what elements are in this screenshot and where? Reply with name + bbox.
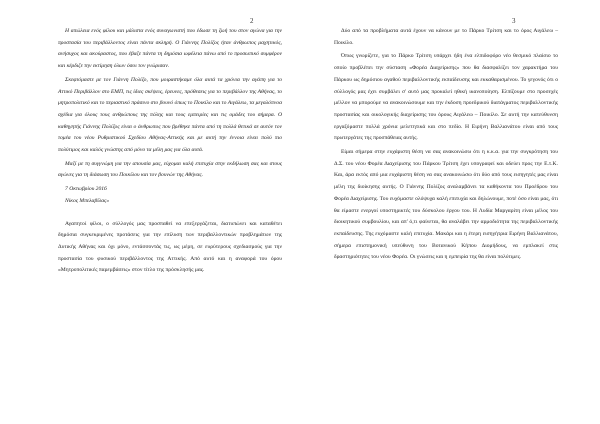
- signature-date: 7 Οκτωβρίου 2016: [65, 186, 107, 193]
- right-paragraph-2: Όπως γνωρίζετε, για το Πάρκο Τρίτση υπάρχει ήδη ένα ελπιδοφόρο νέο θεσμικό πλαίσιο το οποίο προβλέπει την σύσταση «Φορέα Διαχείρισης» που θα διασφαλίζει τον χαρακτήρα του Πάρκου ως δημόσιου αγαθού περιβαλλοντικής εκπαίδευσης και εκκαθαρισμένου. Το γεγονός ότι ο σύλλογός μας έχει συμβάλει σ' αυτό μας προκαλεί ηθική ικανοποίηση. Ελπίζουμε στο προσεχές μέλλον να μπορούμε να ανακοινώσουμε και την έκδοση προεδρικού διατάγματος περιβαλλοντικής προστασίας και οικολογικής διαχείρισης του όρους Αιγάλεω – Ποικίλο. Σε αυτή την κατεύθυνση εργαζόμαστε πολλά χρόνια μελετητικά και στο πεδίο. Η Ειρήνη Βαλλιανάτου είναι από τους πρωτεργάτες της προσπάθειας αυτής.: [334, 53, 558, 142]
- right-page: [300, 0, 600, 424]
- signature-name: Νίκος Μπελαβίλας»: [65, 197, 110, 204]
- quoted-paragraph-3: Μαζί με τη συγγνώμη για την απουσία μας, εύχομαι καλή επιτυχία στην εκδήλωση σας και στους αγώνες για τη διάσωση του Ποικίλου και τον βουνών της Αθήνας.: [58, 160, 282, 179]
- body-paragraph: Αγαπητοί φίλοι, ο σύλλογός μας προσπαθεί να επεξεργάζεται, διατυπώνει και καταθέτει δημόσια συγκεκριμένες προτάσεις για την επίλυση των περιβαλλοντικών προβλημάτων της Δυτικής Αθήνας και όχι μόνο, εντάσσοντάς τις, ως μέρη, σε ευρύτερους σχεδιασμούς για την προστασία του φυσικού περιβάλλοντος της Αττικής. Από αυτό και η αναφορά του όρου «Μητροπολιτικές παρεμβάσεις» στον τίτλο της πρόσκλησής μας.: [58, 220, 282, 274]
- page-number-right: 3: [512, 17, 516, 25]
- right-paragraph-1: Δύο από τα προβλήματα αυτά έχουν να κάνουν με το Πάρκο Τρίτση και το όρος Αιγάλεω – Ποικίλο.: [334, 28, 558, 46]
- quoted-paragraph-2: Σκεφτόμαστε με τον Γιάννη Πολίζο, που μοιραστήκαμε όλα αυτά τα χρόνια την αγάπη για το Αττικό Περιβάλλον στο ΕΜΠ, τις ίδιες σκέψεις, έρευνες, πρόθεσεις για το περιβάλλον της Αθήνας, το μητροπολιτικό και το περιαστικό πράσινο στο βουνό όπως το Ποικίλο και το Αιγάλεω, τα μεγαλόπνοα σχέδια για όλους τους ανθρώπους της πόλης και τους εμπειρίες και τις ομάδες του σήμερα. Ο καθηγητής Γιάννης Πολίζος είναι ο άνθρωπος που βρέθηκε πάντα από τη πολλά θετικά σε αυτόν τον τομέα του νέου Ρυθμιστικού Σχεδίου Αθήνας-Αττικής και με αυτή την έννοια είναι πολύ πιο πολύτιμος και καλός γνώστης από μόνο τα μέλη μας για όλα αυτά.: [58, 76, 282, 154]
- page-number-left: 2: [250, 17, 254, 25]
- quoted-paragraph-1: Η απώλεια ενός φίλου και μάλιστα ενός συναγωνιστή που έδωσε τη ζωή του στον αγώνα για την προστασία του περιβάλλοντος είναι πάντα σκληρή. Ο Γιάννης Πολίζος ήταν άνθρωπος μαχητικός, ανήσυχος και ακούραστος, που έβαζε πάντα τη δημόσια ωφέλεια πάνω από το προσωπικό συμφέρον και κέρδιζε την εκτίμηση όλων όσοι τον γνώρισαν.: [58, 28, 282, 70]
- right-paragraph-3: Είμαι σήμερα στην ευχάριστη θέση να σας ανακοινώσω ότι η κ.κ.α. για την συγκρότηση του Δ.Σ. του νέου Φορέα Διαχείρισης του Πάρκου Τρίτση έχει υπογραφεί και οδεύει προς την Ε.τ.Κ. Και, άρα εκτός από μια ευχάριστη θέση να σας ανακοινώσω ότι δύο από τους εισηγητές μας είναι μέλη της διοίκησης αυτής. Ο Γιάννης Πολίζος αναλαμβάνει τα καθήκοντα του Προέδρου του Φορέα Διαχείρισης. Του ευχόμαστε ολόψυχα καλή επιτυχία και δηλώνουμε, ποτέ όσο είναι μας, ότι θα είμαστε ενεργοί υποστηρικτές του δύσκολου έργου του. Η Λυδία Μαργαρίτη είναι μέλος του διοικητικού συμβουλίου, και απ' ό,τι φαίνεται, θα αναλάβει την αρμοδιότητα της περιβαλλοντικής εκπαίδευσης. Της ευχόμαστε καλή επιτυχία. Μακάρι και η έτερη εισηγήτρια Ειρήνη Βαλλιανάτου, σήμερα επιστημονική υπεύθυνη του Βοτανικού Κήπου Διομήδους, να εμπλακεί στις δραστηριότητες του νέου Φορέα. Οι γνώσεις και η εμπειρία της θα είναι πολύτιμες.: [334, 149, 558, 261]
- signature-block: [58, 184, 282, 207]
